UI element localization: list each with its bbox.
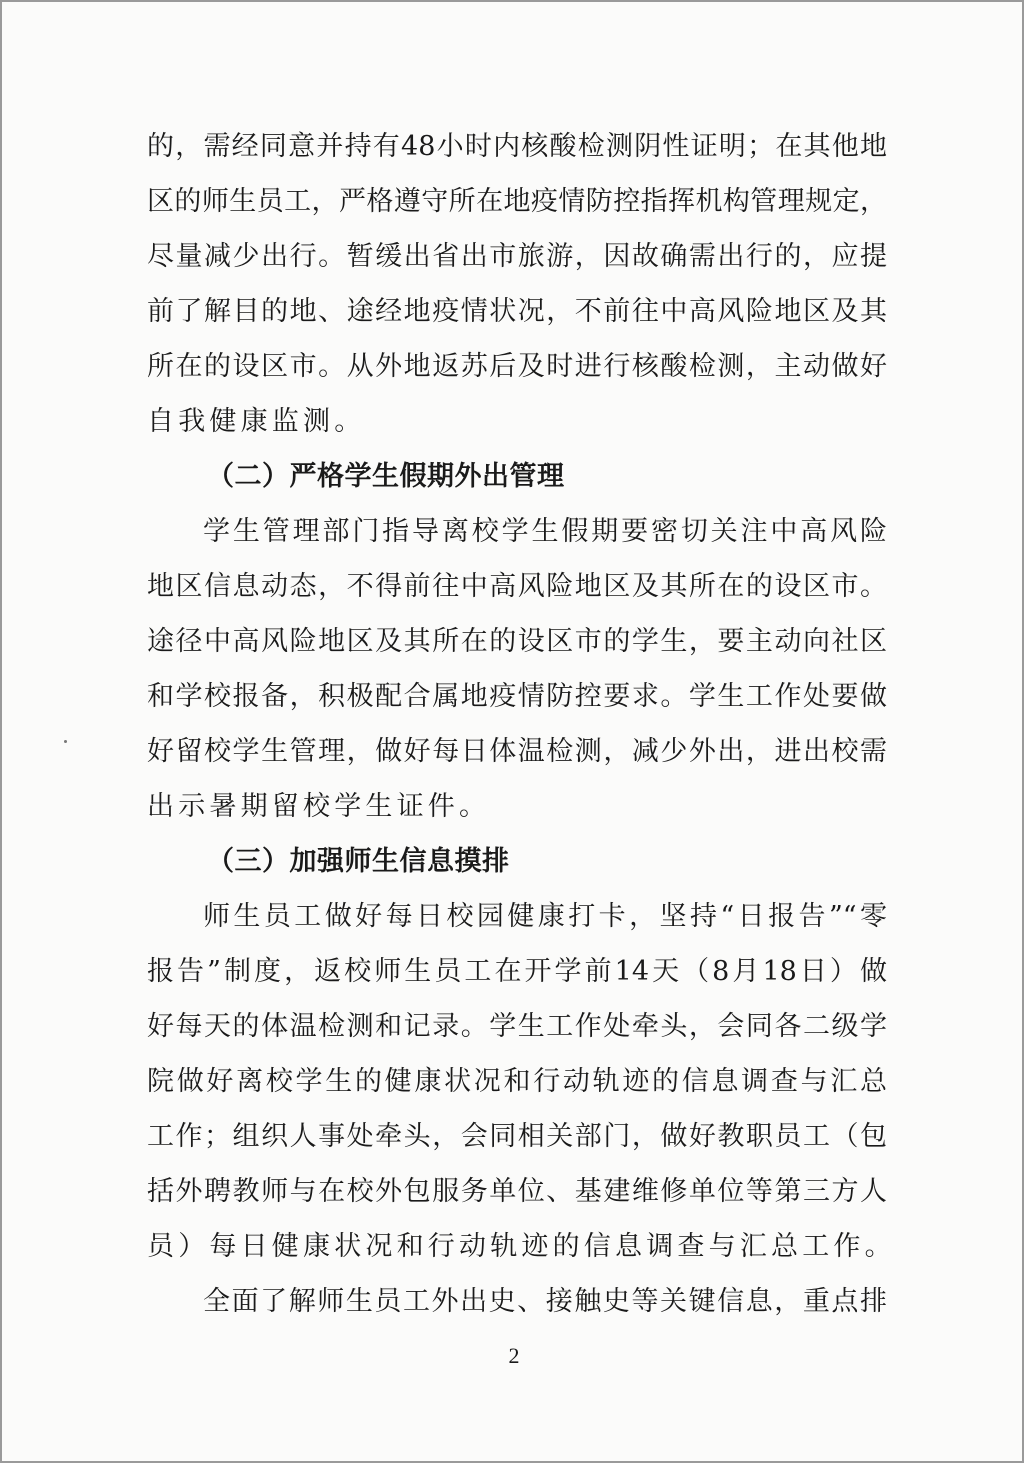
paragraph-line: 和学校报备，积极配合属地疫情防控要求。学生工作处要做 — [147, 681, 887, 712]
scan-speck — [64, 740, 67, 743]
paragraph-line: 自我健康监测。 — [147, 406, 366, 437]
paragraph-line: 报告”制度，返校师生员工在开学前14天（8月18日）做 — [147, 956, 887, 987]
paragraph-line: 全面了解师生员工外出史、接触史等关键信息，重点排 — [203, 1286, 887, 1317]
paragraph-line: 途径中高风险地区及其所在的设区市的学生，要主动向社区 — [147, 626, 887, 657]
paragraph-line: 学生管理部门指导离校学生假期要密切关注中高风险 — [203, 516, 887, 547]
paragraph-line: 尽量减少出行。暂缓出省出市旅游，因故确需出行的，应提 — [147, 241, 887, 272]
paragraph-line: 好每天的体温检测和记录。学生工作处牵头，会同各二级学 — [147, 1011, 887, 1042]
paragraph-line: 地区信息动态，不得前往中高风险地区及其所在的设区市。 — [147, 571, 887, 602]
paragraph-line: 出示暑期留校学生证件。 — [147, 791, 491, 822]
paragraph-line: 好留校学生管理，做好每日体温检测，减少外出，进出校需 — [147, 736, 887, 767]
page-number: 2 — [508, 1343, 520, 1368]
body-text — [147, 119, 896, 1329]
paragraph-line: 括外聘教师与在校外包服务单位、基建维修单位等第三方人 — [147, 1176, 887, 1207]
paragraph-line: 院做好离校学生的健康状况和行动轨迹的信息调查与汇总 — [147, 1066, 887, 1097]
paragraph-line: 区的师生员工，严格遵守所在地疫情防控指挥机构管理规定， — [147, 186, 887, 217]
section-heading: （三）加强师生信息摸排 — [207, 846, 510, 877]
paragraph-line: 工作；组织人事处牵头，会同相关部门，做好教职员工（包 — [147, 1121, 887, 1152]
section-heading: （二）严格学生假期外出管理 — [207, 461, 565, 492]
paragraph-line: 师生员工做好每日校园健康打卡，坚持“日报告”“零 — [203, 901, 887, 932]
paragraph-line: 员）每日健康状况和行动轨迹的信息调查与汇总工作。 — [147, 1231, 896, 1262]
paragraph-line: 前了解目的地、途经地疫情状况，不前往中高风险地区及其 — [147, 296, 887, 327]
paragraph-line: 所在的设区市。从外地返苏后及时进行核酸检测，主动做好 — [147, 351, 887, 382]
paragraph-line: 的，需经同意并持有48小时内核酸检测阴性证明；在其他地 — [147, 131, 887, 162]
